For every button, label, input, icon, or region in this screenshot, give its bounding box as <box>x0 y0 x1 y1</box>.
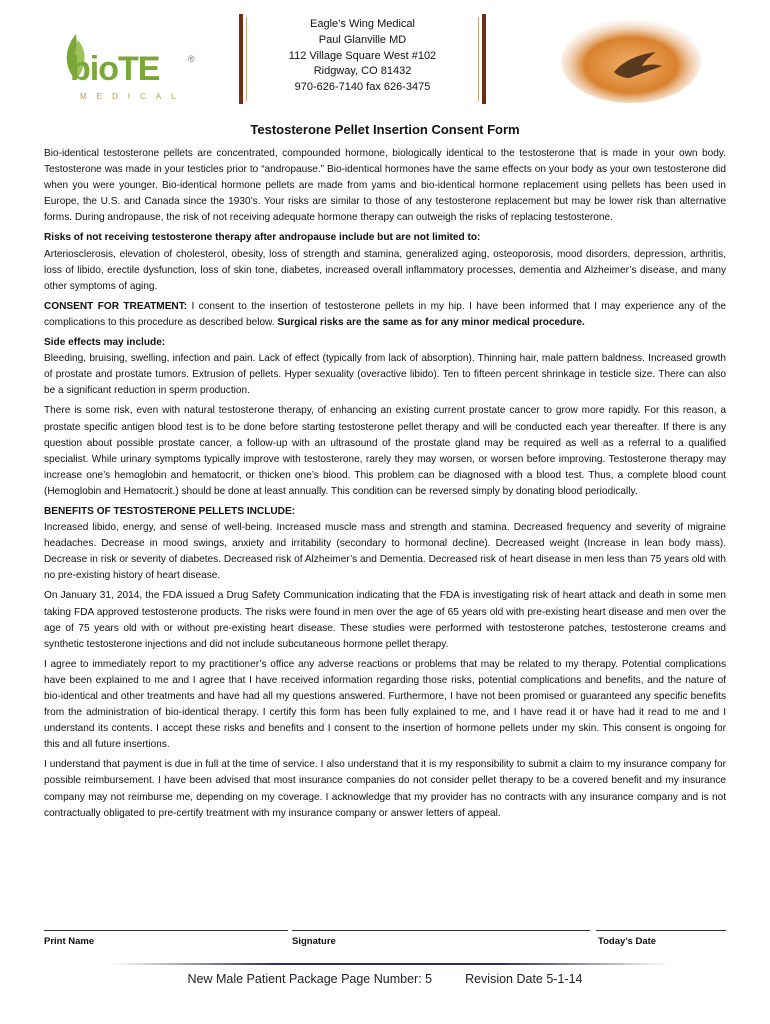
fda-paragraph: On January 31, 2014, the FDA issued a Drug Safety Communication indicating that the FDA is investigating risk of heart attack and death in some men taking FDA approved testosterone products. The risks were found in men over the age of 65 years old with pre-existing heart disease and men over the age of 75 years old with or without pre-existing heart disease. These studies were performed with testosterone patches, testosterone creams and synthetic testosterone injections and did not include subcutaneous hormone pellet therapy. <box>44 590 726 650</box>
consent-paragraph <box>44 299 726 331</box>
benefits-paragraph: Increased libido, energy, and sense of well-being. Increased muscle mass and strength and stamina. Decreased frequency and severity of migraine headaches. Decrease in mood swings, anxiety and irritability (secondary to hormonal decline). Decreased weight (Increase in lean body mass). Decrease in risk or severity of diabetes. Decreased risk of Alzheimer’s and Dementia. Decreased risk of heart disease in men less than 75 years old with no pre-existing history of heart disease. <box>44 522 726 582</box>
footer-page-number: New Male Patient Package Page Number: 5 <box>187 972 433 986</box>
risks-paragraph: Arteriosclerosis, elevation of cholesterol, obesity, loss of strength and stamina, generalized aging, osteoporosis, mood disorders, depression, arthritis, loss of libido, erectile dysfunction, loss of skin tone, diabetes, increased overall inflammatory processes, dementia and Alzheimer’s disease, and many other symptoms of aging. <box>44 248 726 292</box>
intro-paragraph: Bio-identical testosterone pellets are concentrated, compounded hormone, biologically identical to the testosterone that is made in your own body. Testosterone was made in your testicles prior to “andropause.” Bio-identical hormones have the same effects on your body as your own testosterone did when you were younger. Bio-identical hormone pellets are made from yams and bio-identical hormone replacement using pellets has been used in Europe, the U.S. and Canada since the 1930’s. Your risks are similar to those of any testosterone replacement but may be lower risk than alternative forms. During andropause, the risk of not receiving adequate hormone therapy can outweigh the risks of replacing testosterone. <box>44 148 726 224</box>
side-effects-heading: Side effects may include: <box>44 337 166 349</box>
payment-paragraph: I understand that payment is due in full at the time of service. I also understand that it is my responsibility to submit a claim to my insurance company for possible reimbursement. I have been advised that most insurance companies do not consider pellet therapy to be a covered benefit and my insurance company may not reimburse me, depending on my coverage. I acknowledge that my provider has no contracts with any insurance company and is not contractually obligated to pre-certify treatment with my insurance company or answer letters of appeal. <box>44 759 726 819</box>
agreement-paragraph: I agree to immediately report to my practitioner’s office any adverse reactions or problems that may be related to my therapy. Potential complications have been explained to me and I agree that I have received information regarding those risks, potential complications and benefits, and the nature of bio-identical and other treatments and have had all my questions answered. Furthermore, I have not been promised or guaranteed any specific benefits from the administration of bio-identical therapy. I certify this form has been fully explained to me, and I have read it or have had it read to me and I understand its contents. I accept these risks and benefits and I consent to the insertion of hormone pellets under my skin. This consent is ongoing for this and all future insertions. <box>44 658 726 751</box>
date-line[interactable] <box>596 930 726 931</box>
prostate-paragraph: There is some risk, even with natural testosterone therapy, of enhancing an existing current prostate cancer to grow more rapidly. For this reason, a prostate specific antigen blood test is to be done before starting testosterone pellet therapy and will be conducted each year thereafter. If there is any question about possible prostate cancer, a follow-up with an ultrasound of the prostate gland may be required as well as a referral to a qualified specialist. While urinary symptoms typically improve with testosterone, rarely they may worsen, or worsen before improving. Testosterone therapy may increase one’s hemoglobin and hematocrit, or thicken one’s blood. This problem can be diagnosed with a blood test. Thus, a complete blood count (Hemoglobin and Hematocrit.) should be done at least annually. This condition can be reversed simply by donating blood periodically. <box>44 405 726 497</box>
eagle-emblem-icon <box>560 18 702 104</box>
form-title: Testosterone Pellet Insertion Consent Form <box>250 122 520 137</box>
practice-address-box <box>239 14 486 104</box>
consent-bold-tail: Surgical risks are the same as for any minor medical procedure. <box>277 316 585 328</box>
logo-subtitle: MEDICAL <box>80 92 186 101</box>
footer-divider <box>110 962 670 966</box>
logo-wordmark: bioTE <box>70 50 160 88</box>
benefits-heading: BENEFITS OF TESTOSTERONE PELLETS INCLUDE: <box>44 505 296 517</box>
consent-text: I consent to the insertion of testosterone pellets in my hip. I have been informed that I may experience any of the complications to this procedure as described below. <box>44 300 727 328</box>
form-body <box>44 146 726 826</box>
address-line: 970-626-7140 fax 626-3475 <box>294 81 431 94</box>
consent-label: CONSENT FOR TREATMENT: <box>44 300 188 312</box>
footer-revision-date: Revision Date 5-1-14 <box>465 972 583 986</box>
registered-mark: ® <box>188 54 195 64</box>
signature-lines <box>44 930 726 931</box>
side-effects-paragraph: Bleeding, bruising, swelling, infection and pain. Lack of effect (typically from lack of absorption). Thinning hair, male pattern baldness. Increased growth of prostate and prostate tumors. Extrusion of pellets. Hyper sexuality (overactive libido). Ten to fifteen percent shrinkage in testicle size. There can also be a significant reduction in sperm production. <box>44 353 726 397</box>
address-line: Paul Glanville MD <box>318 33 407 46</box>
print-name-line[interactable] <box>44 930 288 931</box>
address-line: 112 Village Square West #102 <box>288 49 437 62</box>
risks-heading: Risks of not receiving testosterone therapy after andropause include but are not limited to: <box>44 232 481 244</box>
address-line: Ridgway, CO 81432 <box>313 65 412 78</box>
address-line: Eagle’s Wing Medical <box>310 18 415 30</box>
date-label: Today’s Date <box>598 936 657 947</box>
signature-label: Signature <box>292 936 336 947</box>
print-name-label: Print Name <box>44 936 95 947</box>
page-footer <box>0 972 770 986</box>
signature-line[interactable] <box>292 930 590 931</box>
